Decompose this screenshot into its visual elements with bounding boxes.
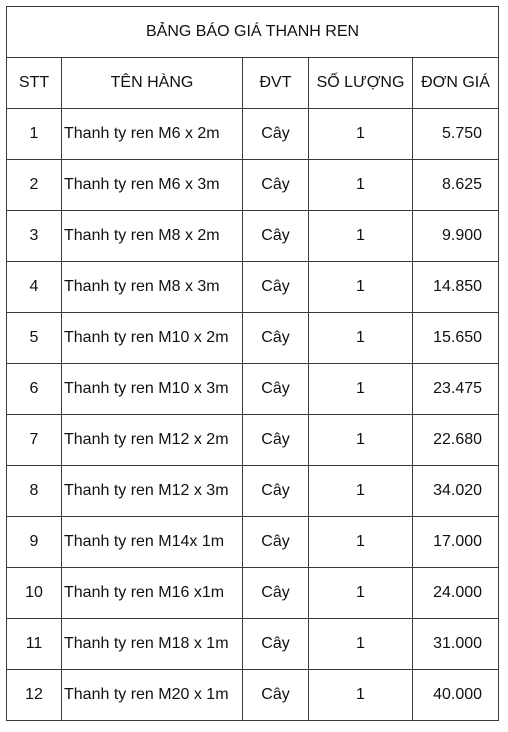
cell-unit: Cây [243, 211, 309, 262]
table-row [7, 313, 499, 364]
cell-name: Thanh ty ren M6 x 3m [62, 160, 243, 211]
cell-unit: Cây [243, 568, 309, 619]
price-table [6, 6, 499, 721]
cell-stt: 12 [7, 670, 62, 721]
cell-stt: 9 [7, 517, 62, 568]
cell-stt: 3 [7, 211, 62, 262]
column-header-unit: ĐVT [243, 58, 309, 109]
cell-unit: Cây [243, 262, 309, 313]
column-header-price: ĐƠN GIÁ [413, 58, 499, 109]
cell-stt: 2 [7, 160, 62, 211]
cell-stt: 1 [7, 109, 62, 160]
cell-price: 40.000 [413, 670, 499, 721]
cell-price: 9.900 [413, 211, 499, 262]
cell-price: 34.020 [413, 466, 499, 517]
table-header-row [7, 58, 499, 109]
column-header-name: TÊN HÀNG [62, 58, 243, 109]
cell-unit: Cây [243, 313, 309, 364]
cell-qty: 1 [309, 211, 413, 262]
cell-qty: 1 [309, 313, 413, 364]
cell-stt: 10 [7, 568, 62, 619]
cell-price: 5.750 [413, 109, 499, 160]
cell-stt: 5 [7, 313, 62, 364]
cell-qty: 1 [309, 670, 413, 721]
cell-price: 15.650 [413, 313, 499, 364]
cell-name: Thanh ty ren M10 x 2m [62, 313, 243, 364]
cell-price: 14.850 [413, 262, 499, 313]
cell-price: 8.625 [413, 160, 499, 211]
cell-stt: 7 [7, 415, 62, 466]
table-row [7, 211, 499, 262]
cell-qty: 1 [309, 364, 413, 415]
cell-unit: Cây [243, 109, 309, 160]
table-row [7, 364, 499, 415]
cell-price: 31.000 [413, 619, 499, 670]
cell-unit: Cây [243, 517, 309, 568]
cell-qty: 1 [309, 109, 413, 160]
cell-name: Thanh ty ren M12 x 3m [62, 466, 243, 517]
cell-price: 22.680 [413, 415, 499, 466]
table-row [7, 160, 499, 211]
table-row [7, 415, 499, 466]
table-row [7, 109, 499, 160]
cell-name: Thanh ty ren M8 x 3m [62, 262, 243, 313]
cell-price: 24.000 [413, 568, 499, 619]
cell-unit: Cây [243, 364, 309, 415]
cell-name: Thanh ty ren M20 x 1m [62, 670, 243, 721]
table-row [7, 670, 499, 721]
cell-unit: Cây [243, 670, 309, 721]
cell-qty: 1 [309, 262, 413, 313]
table-title: BẢNG BÁO GIÁ THANH REN [7, 7, 499, 58]
cell-unit: Cây [243, 619, 309, 670]
cell-qty: 1 [309, 568, 413, 619]
cell-price: 23.475 [413, 364, 499, 415]
table-row [7, 517, 499, 568]
cell-qty: 1 [309, 466, 413, 517]
table-row [7, 466, 499, 517]
cell-qty: 1 [309, 517, 413, 568]
cell-name: Thanh ty ren M16 x1m [62, 568, 243, 619]
table-row [7, 568, 499, 619]
cell-stt: 8 [7, 466, 62, 517]
cell-qty: 1 [309, 160, 413, 211]
column-header-stt: STT [7, 58, 62, 109]
table-row [7, 619, 499, 670]
cell-name: Thanh ty ren M8 x 2m [62, 211, 243, 262]
cell-name: Thanh ty ren M12 x 2m [62, 415, 243, 466]
cell-name: Thanh ty ren M10 x 3m [62, 364, 243, 415]
column-header-qty: SỐ LƯỢNG [309, 58, 413, 109]
cell-stt: 11 [7, 619, 62, 670]
cell-name: Thanh ty ren M14x 1m [62, 517, 243, 568]
cell-unit: Cây [243, 466, 309, 517]
table-title-row [7, 7, 499, 58]
table-row [7, 262, 499, 313]
cell-stt: 4 [7, 262, 62, 313]
cell-name: Thanh ty ren M18 x 1m [62, 619, 243, 670]
cell-unit: Cây [243, 160, 309, 211]
cell-unit: Cây [243, 415, 309, 466]
cell-qty: 1 [309, 619, 413, 670]
cell-price: 17.000 [413, 517, 499, 568]
cell-stt: 6 [7, 364, 62, 415]
cell-name: Thanh ty ren M6 x 2m [62, 109, 243, 160]
cell-qty: 1 [309, 415, 413, 466]
